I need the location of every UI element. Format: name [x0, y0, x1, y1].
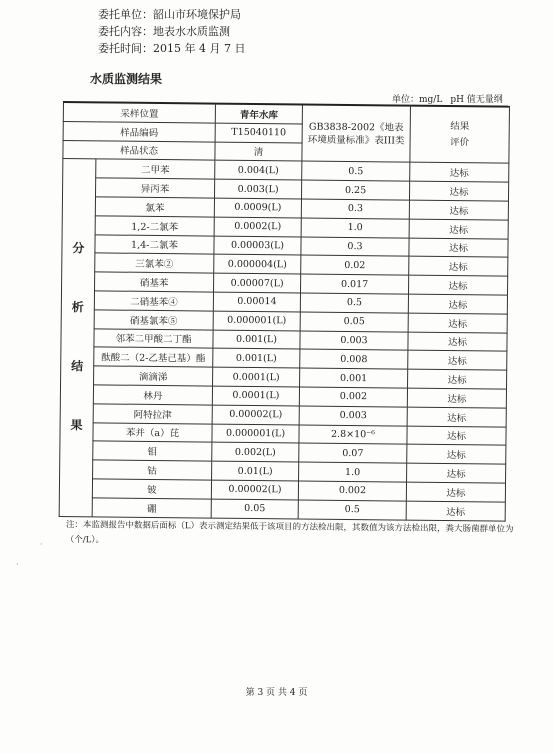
client-line — [98, 8, 241, 22]
standard-limit: 0.07 — [299, 443, 407, 463]
group-char: 结 — [71, 359, 84, 374]
standard-limit: 0.02 — [301, 255, 409, 275]
standard-limit: 1.0 — [299, 462, 407, 482]
standard-limit: 0.002 — [298, 481, 406, 501]
sample-id-label: 样品编码 — [63, 121, 215, 141]
evaluation: 达标 — [407, 388, 506, 408]
standard-header: GB3838-2002《地表环境质量标准》表III类 — [302, 105, 411, 163]
client-value: 韶山市环境保护局 — [153, 8, 241, 21]
group-char: 果 — [70, 418, 83, 433]
sampling-location-value: 青年水库 — [215, 104, 302, 124]
item-name: 硝基氯苯⑤ — [94, 310, 213, 330]
standard-limit: 0.5 — [298, 500, 406, 520]
scan-speck: · — [16, 560, 19, 569]
water-quality-table — [59, 101, 510, 521]
footnote: 注：本监测报告中数据后面标（L）表示测定结果低于该项目的方法检出限，其数值为该方法检出限，粪大肠菌群单位为（个/L）。 — [65, 519, 514, 546]
client-label: 委托单位： — [98, 8, 153, 21]
content-value: 地表水水质监测 — [153, 25, 230, 38]
evaluation: 达标 — [409, 219, 508, 239]
standard-limit: 0.3 — [301, 237, 409, 257]
result-header-line2: 评价 — [450, 136, 470, 148]
result-header-line1: 结果 — [450, 120, 470, 132]
evaluation: 达标 — [409, 257, 508, 277]
item-name: 硝基苯 — [95, 272, 214, 292]
evaluation: 达标 — [407, 444, 506, 464]
time-value: 2015 年 4 月 7 日 — [153, 42, 246, 55]
evaluation: 达标 — [406, 501, 505, 521]
item-name: 钼 — [93, 441, 212, 461]
item-name: 氯苯 — [95, 197, 214, 217]
measured-value: 0.00002(L) — [212, 405, 299, 425]
evaluation: 达标 — [408, 332, 507, 352]
standard-limit: 0.001 — [300, 368, 408, 388]
standard-limit: 0.25 — [302, 180, 410, 200]
item-name: 三氯苯② — [95, 253, 214, 273]
standard-limit: 0.05 — [300, 312, 408, 332]
item-name: 林丹 — [93, 385, 212, 405]
group-char: 分 — [72, 241, 85, 256]
evaluation: 达标 — [408, 369, 507, 389]
section-title: 水质监测结果 — [90, 72, 163, 86]
evaluation: 达标 — [410, 163, 509, 183]
sampling-location-label: 采样位置 — [63, 102, 215, 123]
evaluation: 达标 — [409, 275, 508, 295]
measured-value: 0.0002(L) — [214, 217, 301, 237]
measured-value: 0.00007(L) — [214, 273, 301, 293]
result-header — [410, 106, 510, 164]
group-char: 析 — [71, 300, 84, 315]
standard-limit: 0.017 — [301, 274, 409, 294]
measured-value: 0.001(L) — [213, 348, 300, 368]
time-line — [98, 42, 245, 56]
evaluation: 达标 — [409, 181, 508, 201]
standard-limit: 0.5 — [302, 161, 410, 181]
item-name: 滴滴涕 — [94, 366, 213, 386]
evaluation: 达标 — [407, 426, 506, 446]
standard-limit: 0.5 — [300, 293, 408, 313]
evaluation: 达标 — [407, 407, 506, 427]
content-label: 委托内容： — [98, 25, 153, 38]
item-name: 铍 — [92, 479, 211, 499]
measured-value: 0.002(L) — [212, 442, 299, 462]
measured-value: 0.001(L) — [213, 330, 300, 350]
evaluation: 达标 — [408, 294, 507, 314]
item-name: 二硝基苯④ — [94, 291, 213, 311]
sample-id-value: T15040110 — [215, 123, 302, 143]
standard-limit: 0.003 — [299, 406, 407, 426]
measured-value: 0.000001(L) — [213, 311, 300, 331]
unit-text: 单位：mg/L — [392, 95, 443, 105]
item-name: 二甲苯 — [96, 159, 215, 179]
standard-limit: 1.0 — [301, 218, 409, 238]
analysis-result-group-label — [59, 159, 96, 516]
measured-value: 0.01(L) — [212, 461, 299, 481]
table-row — [59, 497, 505, 520]
measured-value: 0.00003(L) — [214, 236, 301, 256]
item-name: 1,2-二氯苯 — [95, 216, 214, 236]
page-number: 第 3 页 共 4 页 — [245, 688, 308, 698]
measured-value: 0.003(L) — [215, 179, 302, 199]
item-name: 苯并（a）芘 — [93, 422, 212, 442]
measured-value: 0.0001(L) — [212, 386, 299, 406]
scan-speck: · — [40, 540, 43, 549]
evaluation: 达标 — [408, 313, 507, 333]
standard-limit: 2.8×10⁻⁶ — [299, 425, 407, 445]
measured-value: 0.000001(L) — [212, 424, 299, 444]
unit-note — [392, 92, 511, 105]
item-name: 阿特拉津 — [93, 404, 212, 424]
measured-value: 0.0001(L) — [213, 367, 300, 387]
standard-limit: 0.008 — [300, 349, 408, 369]
content-line — [98, 25, 230, 39]
item-name: 邻苯二甲酸二丁酯 — [94, 328, 213, 348]
evaluation: 达标 — [409, 200, 508, 220]
standard-limit: 0.002 — [299, 387, 407, 407]
measured-value: 0.00014 — [213, 292, 300, 312]
standard-limit: 0.003 — [300, 331, 408, 351]
evaluation: 达标 — [408, 350, 507, 370]
evaluation: 达标 — [409, 238, 508, 258]
ph-note: pH 值无量纲 — [450, 95, 503, 105]
measured-value: 0.0009(L) — [214, 198, 301, 218]
evaluation: 达标 — [407, 463, 506, 483]
item-name: 异丙苯 — [95, 178, 214, 198]
measured-value: 0.05 — [211, 499, 298, 519]
item-name: 1,4-二氯苯 — [95, 234, 214, 254]
time-label: 委托时间： — [98, 42, 153, 55]
item-name: 酞酸二（2-乙基己基）酯 — [94, 347, 213, 367]
measured-value: 0.000004(L) — [214, 254, 301, 274]
item-name: 硼 — [92, 498, 211, 518]
measured-value: 0.004(L) — [215, 160, 302, 180]
measured-value: 0.00002(L) — [211, 480, 298, 500]
sample-state-label: 样品状态 — [63, 140, 215, 160]
item-name: 钴 — [93, 460, 212, 480]
sample-state-value: 清 — [215, 142, 302, 162]
standard-limit: 0.3 — [301, 199, 409, 219]
evaluation: 达标 — [406, 482, 505, 502]
